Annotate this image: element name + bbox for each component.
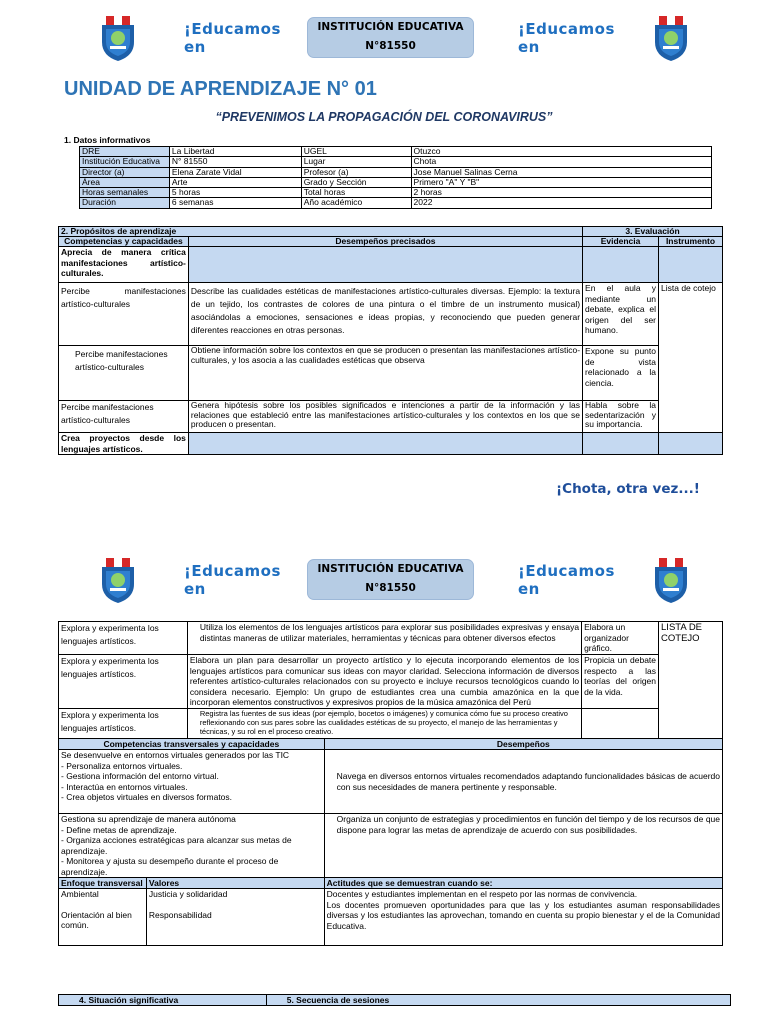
institution-line1: INSTITUCIÓN EDUCATIVA [317,21,464,33]
table-row: Área Arte Grado y Sección Primero "A" Y "B" [80,177,712,187]
educamos-slogan-left: ¡Educamos en [184,20,281,56]
evidencia-cell: Habla sobre la sedentarización y su importancia. [583,401,659,433]
shield-icon [651,16,691,62]
evidencia-cell [582,709,659,739]
col-actitudes: Actitudes que se demuestran cuando se: [324,878,722,889]
evidencia-cell: Expone su punto de vista relacionado a la ciencia. [583,346,659,401]
footer-slogan: ¡Chota, otra vez...! [556,481,700,497]
table-row [59,750,723,814]
desempeno-cell: Utiliza los elementos de los lenguajes artísticos para explorar sus posibilidades expresivas y ensaya distintas maneras de utilizar materiales, herramientas y técnicas para obtener diversos efectos [187,622,581,655]
col-valores: Valores [146,878,324,889]
valores-cell: Justicia y solidaridad Responsabilidad [146,889,324,946]
desempeno-tic: Navega en diversos entornos virtuales recomendados adaptando funcionalidades básicas de acuerdo con sus necesidades de manera pertinente y responsable. [324,750,722,814]
col-competencias: Competencias y capacidades [59,237,189,247]
sections-4-5-bar [58,994,731,1006]
capacidad-cell: Percibe manifestaciones artístico-culturales [59,283,189,346]
desempeno-cell: Registra las fuentes de sus ideas (por ejemplo, bocetos o imágenes) y comunica cómo fue su proceso creativo reflexionando con sus pares sobre las cualidades estéticas de su proyecto, el manejo de las herramientas y técnicas, y su rol en el proceso creativo. [187,709,581,739]
institution-box [307,559,474,600]
propositos-table [58,226,723,455]
educamos-slogan-right: ¡Educamos en [518,562,615,598]
desempeno-cell: Describe las cualidades estéticas de manifestaciones artístico-culturales diversas. Ejemplo: la textura de un tejido, los contrastes de colores de una pintura o el timbre de un instrumento musical) asociándolas a emociones, sensaciones e ideas propias, y reconociendo que pueden generar diferentes reacciones en otras personas. [188,283,582,346]
institution-line2: N°81550 [365,582,416,594]
table-row: Duración 6 semanas Año académico 2022 [80,198,712,208]
enfoque-cell: Ambiental Orientación al bien común. [59,889,147,946]
shield-icon [98,16,138,62]
section-evaluacion-heading: 3. Evaluación [583,227,723,237]
desempenos-table-cont [58,621,723,946]
school-shield-logo-left [98,558,138,609]
table-row [59,622,723,655]
shield-icon [651,558,691,604]
institution-line1: INSTITUCIÓN EDUCATIVA [317,563,464,575]
institution-line2: N°81550 [365,40,416,52]
capacidad-cell: Explora y experimenta los lenguajes artísticos. [59,655,188,709]
school-shield-logo-left [98,16,138,67]
section-propositos-heading: 2. Propósitos de aprendizaje [59,227,583,237]
table-row [59,346,723,401]
table-row [59,655,723,709]
table-row [59,709,723,739]
col-enfoque: Enfoque transversal [59,878,147,889]
section-header-row [59,227,723,237]
educamos-slogan-right: ¡Educamos en [518,20,615,56]
table-row [59,889,723,946]
evidencia-cell: Propicia un debate respecto a las teorías del origen de la vida. [582,655,659,709]
col-transversales: Competencias transversales y capacidades [59,739,325,750]
shield-icon [98,558,138,604]
page-subtitle: “PREVENIMOS LA PROPAGACIÓN DEL CORONAVIRUS” [215,110,553,124]
table-row: DRE La Libertad UGEL Otuzco [80,147,712,157]
competencia-tic: Se desenvuelve en entornos virtuales generados por las TIC - Personaliza entornos virtuales. - Gestiona información del entorno virtual. - Interactúa en entornos virtuales. - Crea objetos virtuales en diversos formatos. [59,750,325,814]
competencia-crea: Crea proyectos desde los lenguajes artísticos. [59,433,189,455]
col-desempenos-transv: Desempeños [324,739,722,750]
school-shield-logo-right [651,16,691,67]
column-header-row [59,878,723,889]
evidencia-cell: Elabora un organizador gráfico. [582,622,659,655]
table-row [59,401,723,433]
evidencia-cell: En el aula y mediante un debate, explica el origen del ser humano. [583,283,659,346]
capacidad-cell: Percibe manifestaciones artístico-culturales [59,401,189,433]
table-row: Director (a) Elena Zarate Vidal Profesor (a) Jose Manuel Salinas Cerna [80,167,712,177]
competencia-aprecia: Aprecia de manera crítica manifestaciones artístico-culturales. [59,247,189,283]
instrumento-cell: Lista de cotejo [659,283,723,433]
desempeno-cell: Genera hipótesis sobre los posibles significados e intenciones a partir de la información y las relaciones que estableció entre las manifestaciones artístico-culturales y los contextos en los que se producen o presentan. [188,401,582,433]
col-desempenos: Desempeños precisados [188,237,582,247]
col-instrumento: Instrumento [659,237,723,247]
instrumento-cell: LISTA DE COTEJO [659,622,723,739]
institution-box [307,17,474,58]
section-datos-heading: 1. Datos informativos [64,135,151,145]
school-shield-logo-right [651,558,691,609]
column-header-row [59,237,723,247]
table-row: Horas semanales 5 horas Total horas 2 horas [80,188,712,198]
col-evidencia: Evidencia [583,237,659,247]
desempeno-cell: Obtiene información sobre los contextos en que se producen o presentan las manifestaciones artístico-culturales, y los asocia a las cualidades estéticas que observa [188,346,582,401]
section-situacion: 4. Situación significativa [59,995,267,1006]
datos-table [79,146,712,209]
table-row [59,814,723,878]
capacidad-cell: Explora y experimenta los lenguajes artísticos. [59,709,188,739]
educamos-slogan-left: ¡Educamos en [184,562,281,598]
column-header-row [59,739,723,750]
capacidad-cell: Explora y experimenta los lenguajes artísticos. [59,622,188,655]
table-row [59,283,723,346]
capacidad-cell: Percibe manifestaciones artístico-culturales [59,346,189,401]
actitudes-cell: Docentes y estudiantes implementan en el respeto por las normas de convivencia. Los docentes promueven oportunidades para que las y los estudiantes asuman responsabilidades diversas y los estudiantes las aprovechan, tomando en cuenta su propio bienestar y el de la Comunidad Educativa. [324,889,722,946]
table-row [59,247,723,283]
desempeno-cell: Elabora un plan para desarrollar un proyecto artístico y lo ejecuta incorporando elementos de los lenguajes artísticos para comunicar sus ideas con mayor claridad. Selecciona información de diversos referentes artístico-culturales relacionados con su proyecto e incluye recursos tecnológicos cuando lo considera necesario. Ejemplo: Un grupo de estudiantes crea una cumbia amazónica en la que incorporan elementos constructivos y expresivos propios de la música amazónica del Perú [187,655,581,709]
section-secuencia: 5. Secuencia de sesiones [266,995,730,1006]
desempeno-autonoma: Organiza un conjunto de estrategias y procedimientos en función del tiempo y de los recursos de que dispone para lograr las metas de aprendizaje de acuerdo con sus posibilidades. [324,814,722,878]
table-row: Institución Educativa N° 81550 Lugar Chota [80,157,712,167]
table-row [59,433,723,455]
competencia-autonoma: Gestiona su aprendizaje de manera autónoma - Define metas de aprendizaje. - Organiza acciones estratégicas para alcanzar sus metas de aprendizaje. - Monitorea y ajusta su desempeño durante el proceso de aprendizaje. [59,814,325,878]
page-title: UNIDAD DE APRENDIZAJE N° 01 [64,78,377,100]
